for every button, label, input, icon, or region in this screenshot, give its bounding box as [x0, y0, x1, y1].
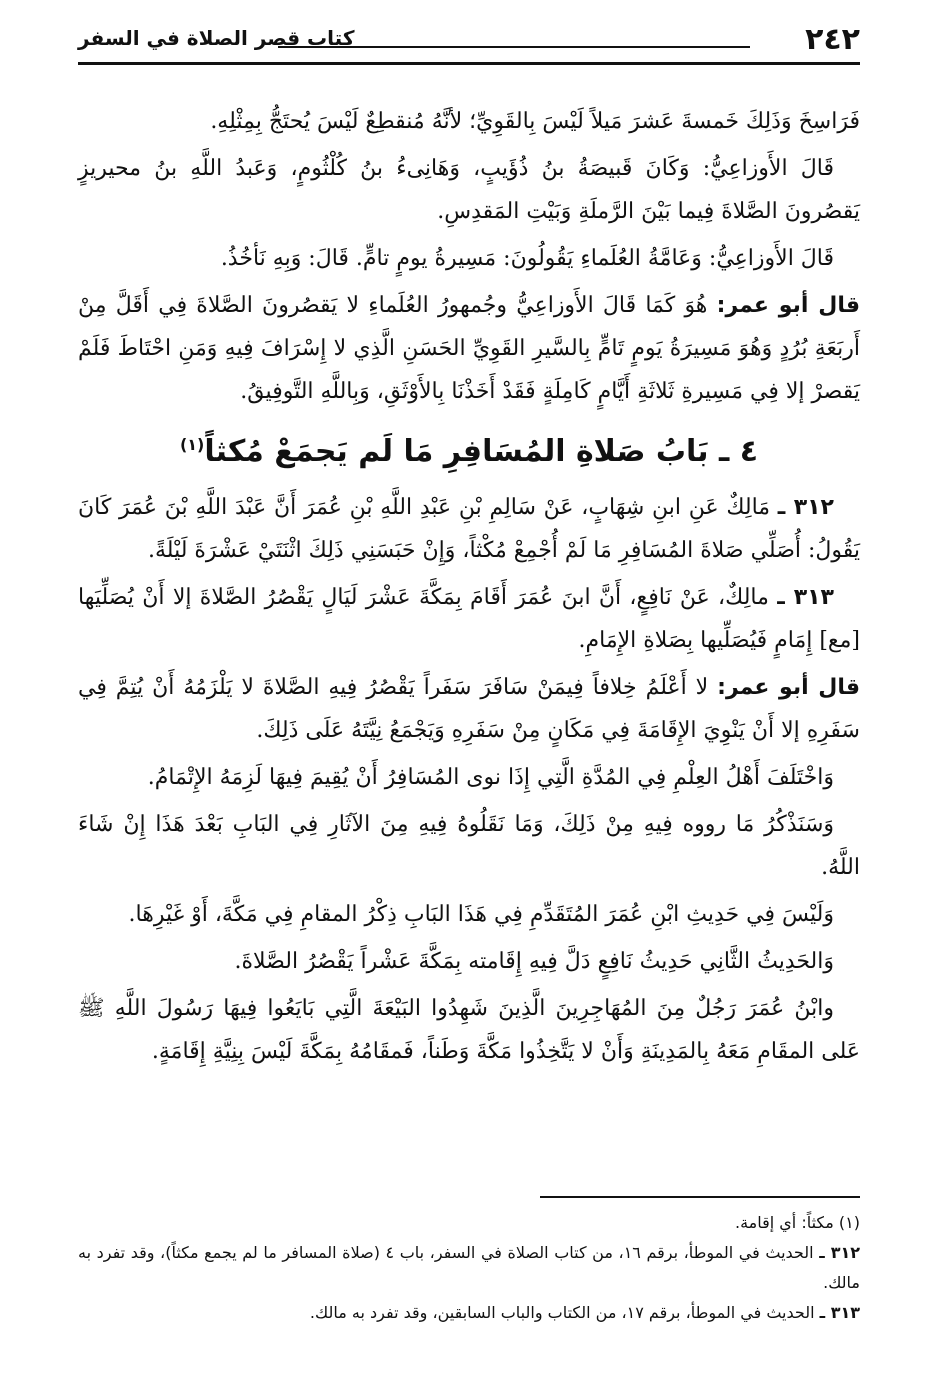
paragraph-text: فَرَاسِخَ وَذَلِكَ خَمسةَ عَشرَ مَيلاً لَيْسَ بِالقَوِيِّ؛ لأنَّهُ مُنقطِعٌ لَيْسَ يُحتَجُّ بِمِثْلِهِ. — [210, 109, 860, 134]
paragraph-text: وَسَنَذْكُرُ مَا رووه فِيهِ مِنْ ذَلِكَ، وَمَا نَقَلُوهُ فِيهِ مِنَ الآثَارِ فِي البَابِ بَعْدَ هَذَا إِنْ شَاءَ اللَّهُ. — [78, 812, 860, 880]
footnote-separator — [540, 1196, 860, 1198]
speaker-label: قال أبو عمر: — [716, 293, 861, 318]
paragraph-text: وَالحَدِيثُ الثَّانِي حَدِيثُ نَافِعٍ دَلَّ فِيهِ إِقَامته بِمَكَّةَ عَشْراً يَقْصُرُ الصَّلاةَ. — [234, 949, 834, 974]
paragraph — [78, 284, 860, 413]
paragraph-text: مالِكٌ، عَنْ نَافِعٍ، أَنَّ ابنَ عُمَرَ أَقَامَ بِمَكَّةَ عَشْرَ لَيَالٍ يَقْصُرُ الصَّلاةَ إلا أَنْ يُصَلِّيَها [مع] إِمَامٍ فَيُصَلِّيها بِصَلاةِ الإِمَامِ. — [78, 585, 860, 653]
paragraph — [78, 666, 860, 752]
footnote-text: الحديث في الموطأ، برقم ١٦، من كتاب الصلاة في السفر، باب ٤ (صلاة المسافر ما لم يجمع مكثاً)، وقد تفرد به مالك. — [78, 1243, 860, 1292]
paragraph-text: وَاخْتَلَفَ أَهْلُ العِلْمِ فِي المُدَّةِ الَّتِي إِذَا نوى المُسَافِرُ أَنْ يُقِيمَ فِيهَا لَزِمَهُ الإِتْمَامُ. — [147, 765, 834, 790]
paragraph-text: قَالَ الأَوزاعِيُّ: وَكَانَ قَبيصَةُ بنُ ذُؤَيبٍ، وَهَانِىءُ بنُ كُلْثُومٍ، وَعَبدُ اللَّهِ بنُ محيريزٍ يَقصُرونَ الصَّلاةَ فِيما بَيْنَ الرَّملَةِ وَبَيْتِ المَقدِسِ. — [78, 156, 860, 224]
paragraph — [78, 237, 860, 280]
paragraph — [78, 893, 860, 936]
chapter-heading — [78, 417, 860, 480]
main-text — [78, 100, 860, 1077]
running-title: كتاب قصر الصلاة في السفر — [78, 26, 355, 50]
page-header — [78, 22, 860, 65]
paragraph — [78, 756, 860, 799]
page-number: ٢٤٢ — [805, 22, 860, 57]
footnote-text: الحديث في الموطأ، برقم ١٧، من الكتاب والباب السابقين، وقد تفرد به مالك. — [309, 1303, 815, 1322]
footnote-313 — [78, 1298, 860, 1328]
paragraph-text: لا أَعْلَمُ خِلافاً فِيمَنْ سَافَرَ سَفَراً يَقْصُرُ فِيهِ الصَّلاةَ لا يَلْزَمُهُ أَنْ يُتِمَّ فِي سَفَرِهِ إلا أَنْ يَنْوِيَ الإِقَامَةَ فِي مَكَانٍ مِنْ سَفَرِهِ وَيَجْمَعُ نِيَّتَهُ عَلَى ذَلِكَ. — [78, 675, 860, 743]
footnotes — [78, 1208, 860, 1328]
paragraph-text: مَالِكٌ عَنِ ابنِ شِهَابٍ، عَنْ سَالِمِ بْنِ عَبْدِ اللَّهِ بْنِ عُمَرَ أَنَّ عَبْدَ اللَّهِ بْنَ عُمَرَ كَانَ يَقُولُ: أُصَلِّي صَلاةَ المُسَافِرِ مَا لَمْ أُجْمِعْ مُكْثاً، وَإِنْ حَبَسَنِي ذَلِكَ اثْنَتَيْ عَشْرَةَ لَيْلَةً. — [78, 495, 860, 563]
paragraph-text: وابْنُ عُمَرَ رَجُلٌ مِنَ المُهَاجِرِينَ الَّذِينَ شَهِدُوا البَيْعَةَ الَّتِي بَايَعُوا فِيهَا رَسُولَ اللَّهِ ﷺ عَلى المقَامِ مَعَهُ بِالمَدِينَةِ وَأَنْ لا يَتَّخِذُوا مَكَّةَ وَطَناً، فَمقَامُهُ بِمَكَّةَ لَيْسَ بِنِيَّةِ إِقَامَةٍ. — [78, 996, 860, 1064]
paragraph — [78, 803, 860, 889]
footnote-ref: (١) — [179, 435, 205, 454]
paragraph-text: قَالَ الأَوزاعِيُّ: وَعَامَّةُ العُلَماءِ يَقُولُونَ: مَسِيرةُ يومٍ تامٍّ. قَالَ: وَبِهِ نَأخُذُ. — [220, 246, 834, 271]
paragraph — [78, 147, 860, 233]
paragraph — [78, 100, 860, 143]
hadith-313 — [78, 576, 860, 662]
paragraph — [78, 940, 860, 983]
hadith-number: ٣١٣ ـ — [777, 585, 834, 610]
footnote-number: ٣١٢ ـ — [819, 1243, 861, 1262]
paragraph-text: هُوَ كَمَا قَالَ الأَوزاعِيُّ وجُمهورُ العُلَماءِ لا يَقصُرونَ الصَّلاةَ فِي أَقَلَّ مِنْ أَربَعَةِ بُرُدٍ وَهُوَ مَسِيرَةُ يَومٍ تَامٍّ بِالسَّيرِ القَوِيِّ الحَسَنِ الَّذِي لا إِسْرَافَ فِيهِ وَمَنِ احْتَاطَ فَلَمْ يَقصرْ إلا فِي مَسِيرةِ ثَلاثَةِ أَيَّامٍ كَامِلَةٍ فَقَدْ أَخَذْنَا بِالأَوْثَقِ، وَبِاللَّهِ التَّوفِيقُ. — [78, 293, 860, 404]
speaker-label: قال أبو عمر: — [717, 675, 860, 700]
footnote-1: (١) مكثاً: أي إقامة. — [734, 1213, 860, 1232]
footnote-312 — [78, 1238, 860, 1298]
hadith-number: ٣١٢ ـ — [777, 495, 834, 520]
footnote-number: ٣١٣ ـ — [819, 1303, 860, 1322]
chapter-title: ٤ ـ بَابُ صَلاةِ المُسَافِرِ مَا لَم يَجمَعْ مُكثاً — [204, 434, 759, 469]
paragraph — [78, 987, 860, 1073]
paragraph-text: وَلَيْسَ فِي حَدِيثِ ابْنِ عُمَرَ المُتَقَدِّمِ فِي هَذَا البَابِ ذِكْرُ المقامِ فِي مَكَّةَ، أَوْ غَيْرِهَا. — [128, 902, 834, 927]
hadith-312 — [78, 486, 860, 572]
